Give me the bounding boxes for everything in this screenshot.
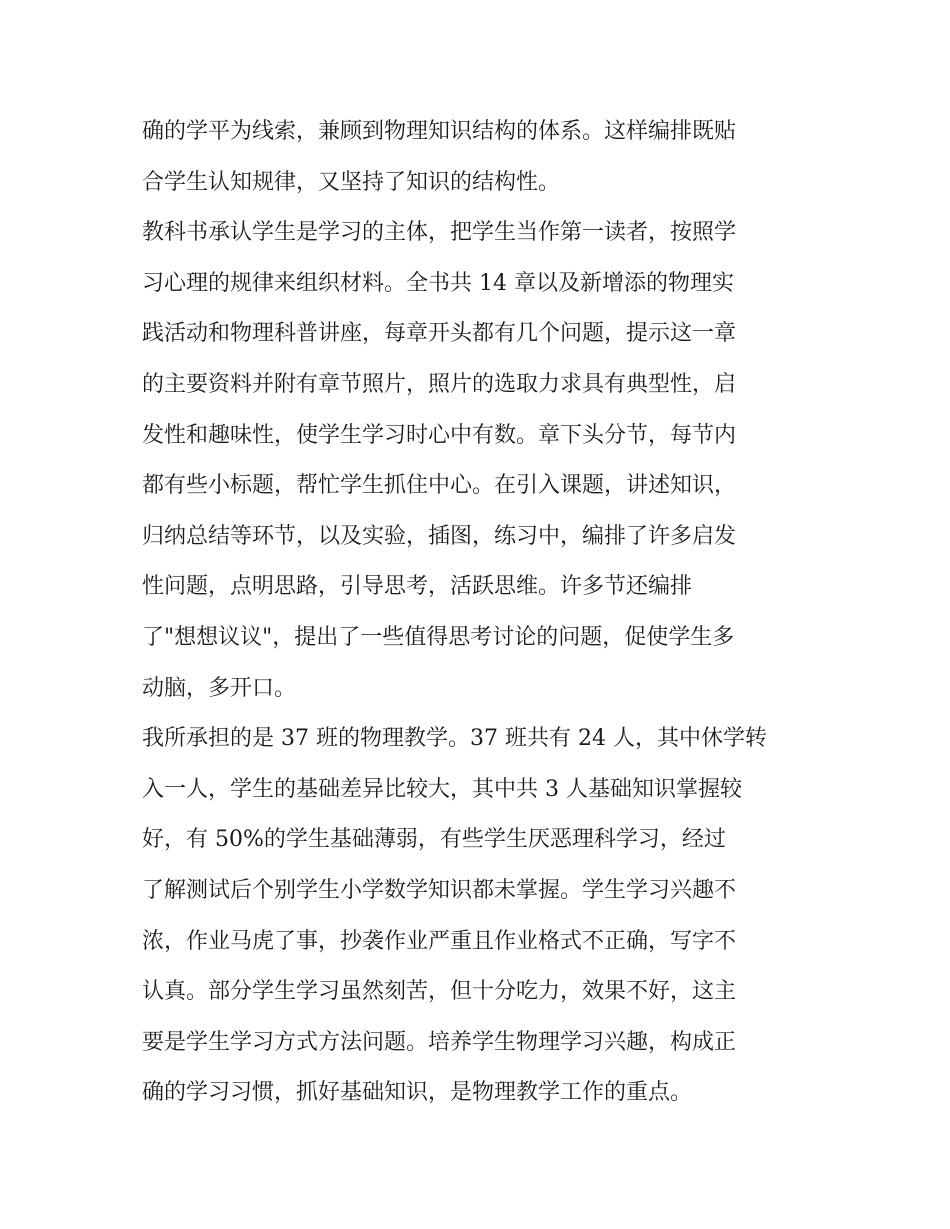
text-line: 我所承担的是 37 班的物理教学。37 班共有 24 人，其中休学转	[142, 726, 767, 752]
text-line: 了解测试后个别学生小学数学知识都未掌握。学生学习兴趣不	[142, 877, 737, 903]
text-line: 性问题，点明思路，引导思考，活跃思维。许多节还编排	[142, 574, 693, 600]
text-line: 好，有 50%的学生基础薄弱，有些学生厌恶理科学习，经过	[142, 827, 726, 853]
text-line: 习心理的规律来组织材料。全书共 14 章以及新增添的物理实	[142, 270, 734, 296]
text-line: 发性和趣味性，使学生学习时心中有数。章下头分节，每节内	[142, 422, 737, 448]
text-line: 教科书承认学生是学习的主体，把学生当作第一读者，按照学	[142, 220, 737, 246]
text-line: 确的学习习惯，抓好基础知识，是物理教学工作的重点。	[142, 1080, 693, 1106]
text-line: 践活动和物理科普讲座，每章开头都有几个问题，提示这一章	[142, 321, 737, 347]
text-line: 合学生认知规律，又坚持了知识的结构性。	[142, 169, 561, 195]
text-line: 动脑，多开口。	[142, 675, 297, 701]
text-line: 确的学平为线索，兼顾到物理知识结构的体系。这样编排既贴	[142, 119, 737, 144]
text-line: 认真。部分学生学习虽然刻苦，但十分吃力，效果不好，这主	[142, 979, 737, 1005]
body-text	[142, 107, 822, 1119]
text-line: 的主要资料并附有章节照片，照片的选取力求具有典型性，启	[142, 371, 737, 397]
text-line: 归纳总结等环节，以及实验，插图，练习中，编排了许多启发	[142, 523, 737, 549]
text-line: 要是学生学习方式方法问题。培养学生物理学习兴趣，构成正	[142, 1029, 737, 1055]
text-line: 了"想想议议"，提出了一些值得思考讨论的问题，促使学生多	[142, 624, 735, 650]
text-line: 入一人，学生的基础差异比较大，其中共 3 人基础知识掌握较	[142, 776, 742, 802]
text-line: 都有些小标题，帮忙学生抓住中心。在引入课题，讲述知识，	[142, 473, 737, 499]
text-line: 浓，作业马虎了事，抄袭作业严重且作业格式不正确，写字不	[142, 928, 737, 954]
